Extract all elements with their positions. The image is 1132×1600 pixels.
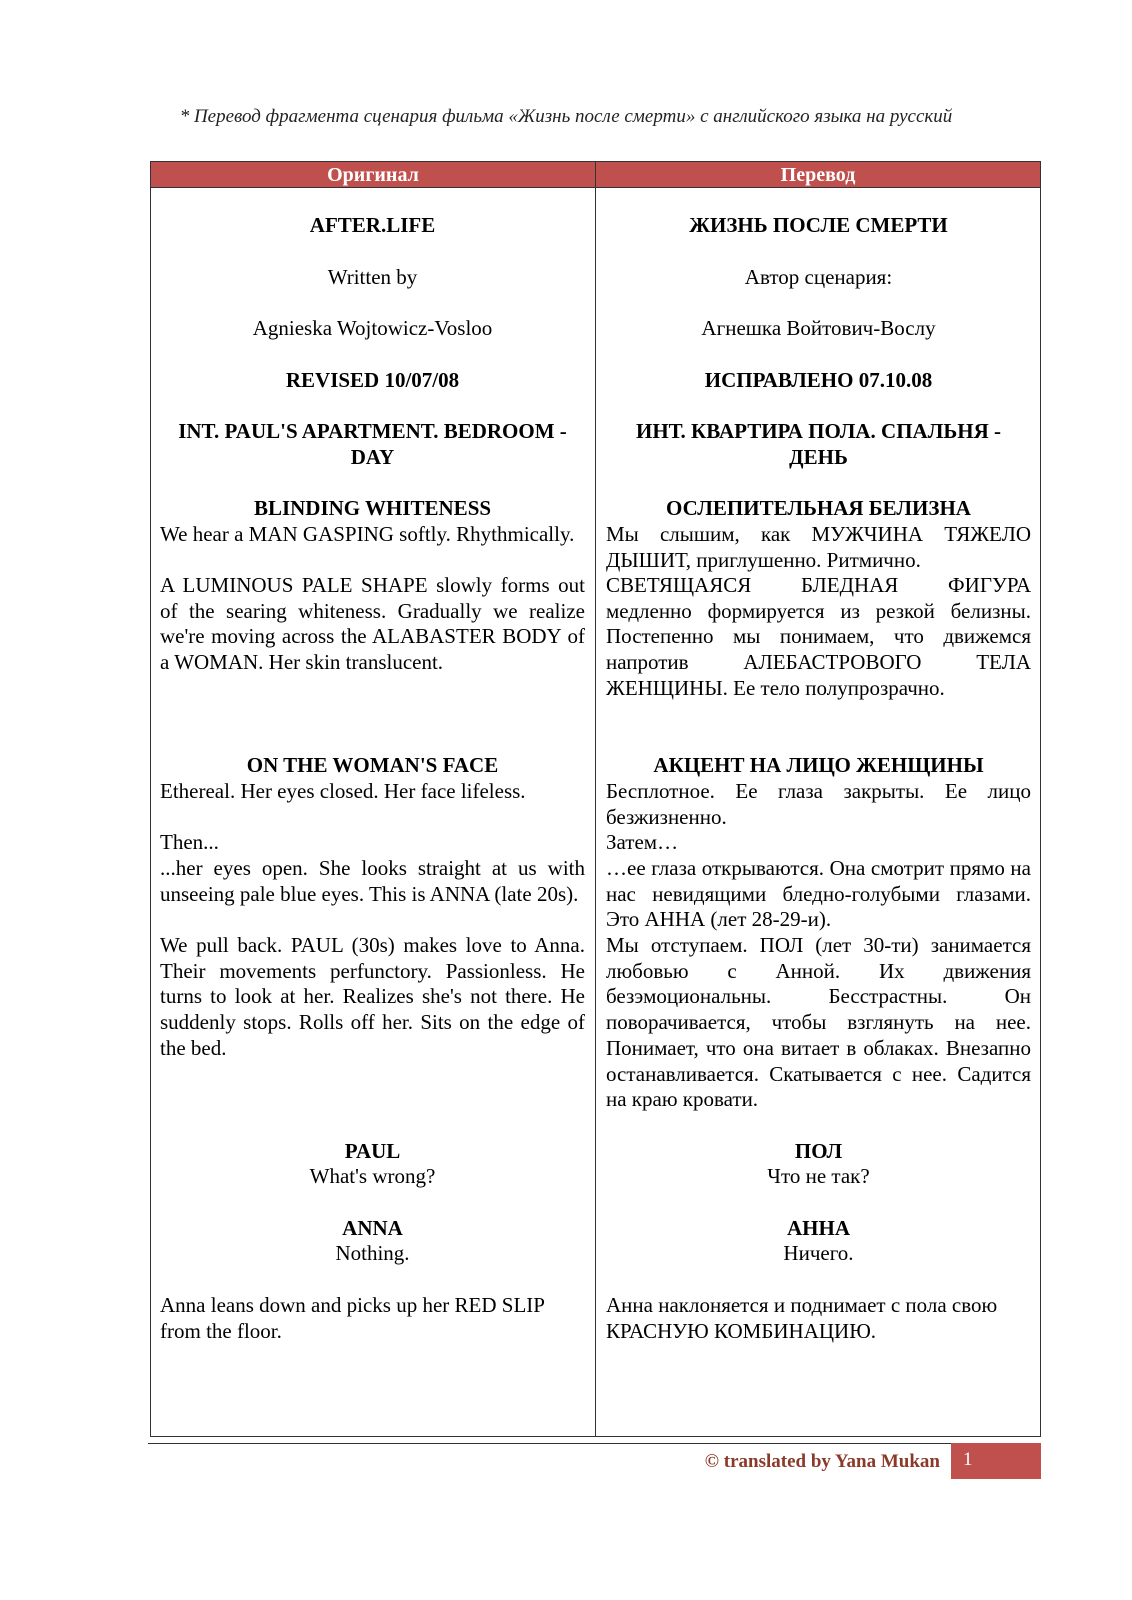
character-name: ANNA	[342, 1216, 403, 1240]
dialogue-line: What's wrong?	[309, 1164, 436, 1188]
document-caption: * Перевод фрагмента сценария фильма «Жизнь после смерти» с английского языка на русский	[179, 106, 953, 127]
dialogue-line: Ничего.	[783, 1241, 854, 1265]
translation-table	[150, 161, 1041, 1437]
header-translation: Перевод	[780, 164, 856, 186]
revision-date: ИСПРАВЛЕНО 07.10.08	[704, 368, 933, 392]
author-name: Agnieska Wojtowicz-Vosloo	[252, 316, 493, 340]
dialogue-line: Что не так?	[767, 1164, 870, 1188]
shot-heading: BLINDING WHITENESS	[253, 496, 492, 520]
action-paragraph: …ее глаза открываются. Она смотрит прямо на нас невидящими бледно-голубыми глазами. Это АННА (лет 28-29-и).	[606, 856, 1031, 932]
column-divider	[595, 162, 596, 1436]
action-paragraph: ...her eyes open. She looks straight at us with unseeing pale blue eyes. This is ANNA (late 20s).	[160, 856, 585, 906]
character-name: PAUL	[344, 1139, 401, 1163]
action-paragraph: Then...	[160, 830, 219, 854]
character-name: ПОЛ	[794, 1139, 843, 1163]
action-paragraph: Мы слышим, как МУЖЧИНА ТЯЖЕЛО ДЫШИТ, приглушенно. Ритмично.	[606, 522, 1031, 572]
action-paragraph: Анна наклоняется и поднимает с пола свою КРАСНУЮ КОМБИНАЦИЮ.	[606, 1293, 998, 1343]
scene-heading: INT. PAUL'S APARTMENT. BEDROOM - DAY	[178, 419, 567, 469]
page-number-badge	[951, 1443, 1041, 1479]
page-number: 1	[963, 1449, 973, 1470]
script-title: ЖИЗНЬ ПОСЛЕ СМЕРТИ	[689, 213, 948, 237]
footer-divider	[148, 1443, 1041, 1444]
action-paragraph: Затем…	[606, 830, 679, 854]
revision-date: REVISED 10/07/08	[285, 368, 460, 392]
scene-heading: ИНТ. КВАРТИРА ПОЛА. СПАЛЬНЯ - ДЕНЬ	[635, 419, 1001, 469]
action-paragraph: СВЕТЯЩАЯСЯ БЛЕДНАЯ ФИГУРА медленно формируется из резкой белизны. Постепенно мы понимаем, что движемся напротив АЛЕБАСТРОВОГО ТЕЛА ЖЕНЩИНЫ. Ее тело полупрозрачно.	[606, 573, 1031, 700]
action-paragraph: Бесплотное. Ее глаза закрыты. Ее лицо безжизненно.	[606, 779, 1031, 829]
translator-credit: © translated by Yana Mukan	[704, 1451, 940, 1472]
action-paragraph: Мы отступаем. ПОЛ (лет 30-ти) занимается любовью с Анной. Их движения безэмоциональны. Бесстрастны. Он поворачивается, чтобы взглянуть на нее. Понимает, что она витает в облаках. Внезапно останавливается. Скатывается с нее. Садится на краю кровати.	[606, 933, 1031, 1112]
action-paragraph: Ethereal. Her eyes closed. Her face lifeless.	[160, 779, 526, 803]
header-original: Оригинал	[327, 164, 419, 186]
shot-heading: АКЦЕНТ НА ЛИЦО ЖЕНЩИНЫ	[653, 753, 984, 777]
dialogue-line: Nothing.	[335, 1241, 410, 1265]
script-title: AFTER.LIFE	[309, 213, 436, 237]
author-name: Агнешка Войтович-Вослу	[701, 316, 936, 340]
shot-heading: ОСЛЕПИТЕЛЬНАЯ БЕЛИЗНА	[666, 496, 971, 520]
written-by: Written by	[327, 265, 418, 289]
written-by: Автор сценария:	[744, 265, 893, 289]
action-paragraph: We hear a MAN GASPING softly. Rhythmically.	[160, 522, 575, 546]
action-paragraph: Anna leans down and picks up her RED SLIP from the floor.	[160, 1293, 545, 1343]
action-paragraph: A LUMINOUS PALE SHAPE slowly forms out of the searing whiteness. Gradually we realize we're moving across the ALABASTER BODY of a WOMAN. Her skin translucent.	[160, 573, 585, 675]
character-name: АННА	[787, 1216, 850, 1240]
action-paragraph: We pull back. PAUL (30s) makes love to Anna. Their movements perfunctory. Passionless. He turns to look at her. Realizes she's not there. He suddenly stops. Rolls off her. Sits on the edge of the bed.	[160, 933, 585, 1060]
shot-heading: ON THE WOMAN'S FACE	[246, 753, 499, 777]
